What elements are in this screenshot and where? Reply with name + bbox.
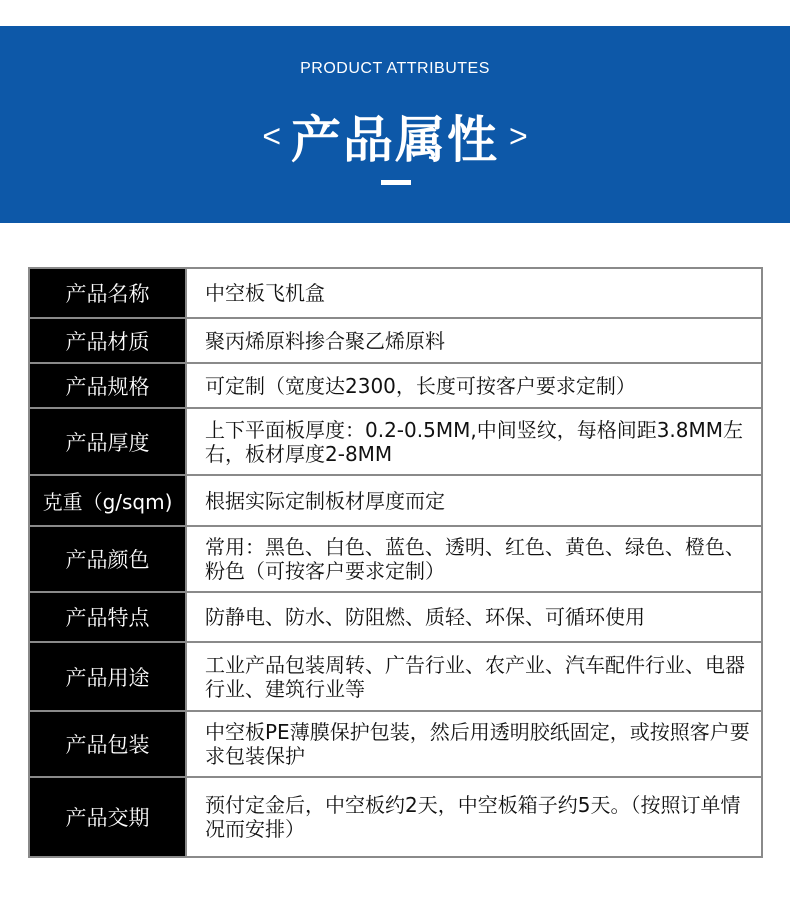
left-angle-bracket: <: [262, 117, 281, 154]
row-value: 工业产品包装周转、广告行业、农产业、汽车配件行业、电器行业、建筑行业等: [205, 652, 745, 701]
table-row: [30, 776, 761, 856]
row-value: 上下平面板厚度：0.2-0.5MM,中间竖纹，每格间距3.8MM左右，板材厚度2-8MM: [205, 417, 744, 466]
row-label: 产品包装: [30, 712, 187, 776]
row-label: 产品交期: [30, 778, 187, 856]
table-row: [30, 407, 761, 474]
table-row: [30, 710, 761, 776]
banner-subtitle: PRODUCT ATTRIBUTES: [300, 60, 490, 77]
right-angle-bracket: >: [509, 117, 528, 154]
row-value: 可定制（宽度达2300，长度可按客户要求定制）: [205, 373, 636, 398]
row-label: 产品材质: [30, 319, 187, 362]
table-row: [30, 525, 761, 591]
row-label: 产品用途: [30, 643, 187, 710]
row-value: 聚丙烯原料掺合聚乙烯原料: [205, 328, 445, 353]
row-value: 中空板飞机盒: [205, 281, 325, 305]
row-value: 根据实际定制板材厚度而定: [205, 488, 445, 513]
banner-title: 产品属性: [291, 111, 499, 169]
row-label: 克重（g/sqm): [30, 476, 187, 525]
banner-title-row: [0, 100, 790, 172]
table-row: [30, 269, 761, 317]
header-banner: [0, 26, 790, 223]
row-value: 中空板PE薄膜保护包装，然后用透明胶纸固定，或按照客户要求包装保护: [205, 720, 750, 768]
title-underline: [381, 180, 411, 185]
row-value: 预付定金后，中空板约2天，中空板箱子约5天。（按照订单情况而安排）: [205, 793, 741, 841]
row-label: 产品特点: [30, 593, 187, 641]
row-value: 常用：黑色、白色、蓝色、透明、红色、黄色、绿色、橙色、粉色（可按客户要求定制）: [205, 535, 745, 583]
row-label: 产品厚度: [30, 409, 187, 474]
table-row: [30, 641, 761, 710]
row-label: 产品名称: [30, 269, 187, 317]
table-row: [30, 362, 761, 407]
table-row: [30, 474, 761, 525]
table-row: [30, 317, 761, 362]
table-row: [30, 591, 761, 641]
attributes-table: [28, 267, 763, 858]
row-value: 防静电、防水、防阻燃、质轻、环保、可循环使用: [205, 605, 645, 629]
row-label: 产品规格: [30, 364, 187, 407]
row-label: 产品颜色: [30, 527, 187, 591]
